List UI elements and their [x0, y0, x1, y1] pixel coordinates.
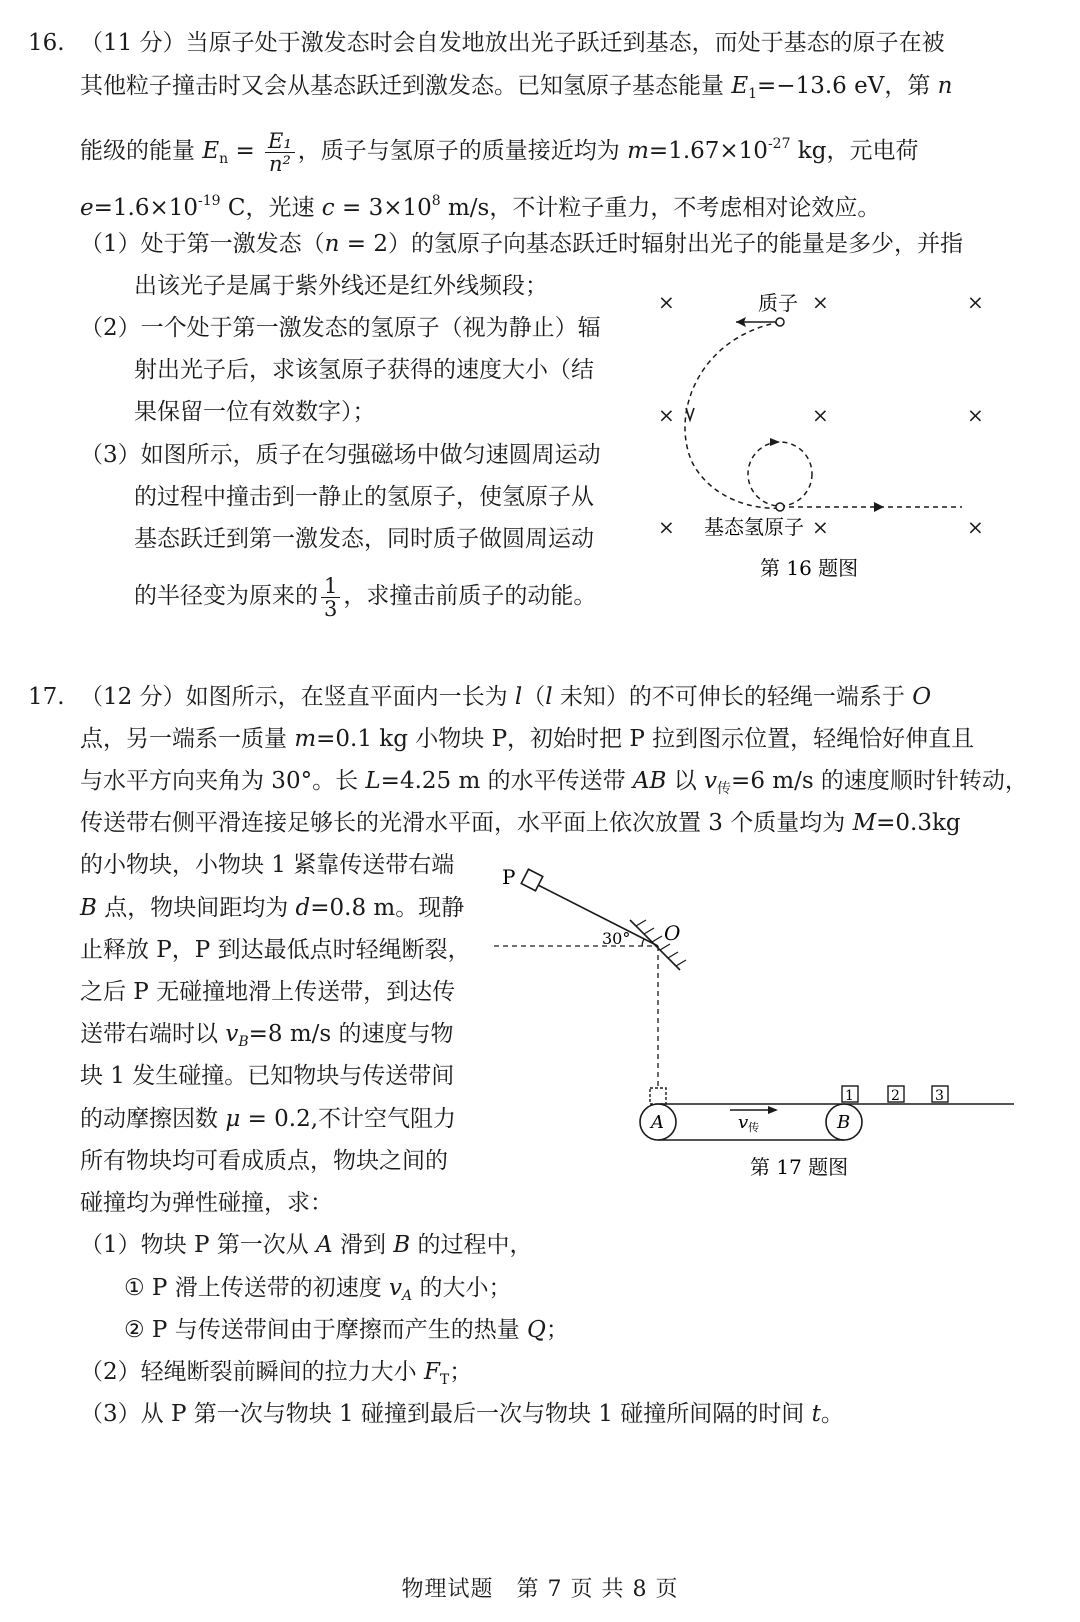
q17-line-5: 的小物块，小物块 1 紧靠传送带右端 — [80, 852, 455, 878]
q17-number: 17. — [28, 684, 65, 710]
q17-line-2: 点，另一端系一质量 m=0.1 kg 小物块 P，初始时把 P 拉到图示位置，轻绳恰好伸直且 — [80, 726, 975, 752]
q17-line-11: 的动摩擦因数 μ = 0.2,不计空气阻力 — [80, 1106, 457, 1132]
label-o: O — [664, 921, 681, 945]
q17-sub-1: （1）物块 P 第一次从 A 滑到 B 的过程中， — [80, 1232, 533, 1258]
q16-part-2: （2）一个处于第一激发态的氢原子（视为静止）辐 — [80, 315, 601, 341]
svg-text:1: 1 — [845, 1088, 854, 1104]
block-p — [521, 869, 543, 891]
q17-line-13: 碰撞均为弹性碰撞，求： — [80, 1190, 333, 1216]
proton-small-path — [748, 442, 812, 506]
q17-line-6: B 点，物块间距均为 d=0.8 m。现静 — [80, 895, 465, 921]
q17-line-9: 送带右端时以 $v_B=8$ m/s 的速度与物 — [80, 1021, 454, 1050]
q16-number: 16. — [28, 30, 65, 56]
cross-mark: × — [812, 403, 829, 427]
block-p-lowest — [650, 1088, 666, 1104]
q16-line-3: 能级的能量 $E_n$ = $\frac{\text{E₁}}{\text{n²}}$ ，质子与氢原子的质量接近均为 $m=1.67\times 10^{-27}$ kg，元电荷 — [80, 128, 919, 176]
q16-part-3-cont-1: 的过程中撞击到一静止的氢原子，使氢原子从 — [134, 484, 594, 510]
label-a: A — [651, 1112, 664, 1133]
svg-text:2: 2 — [891, 1088, 900, 1104]
cross-mark: × — [658, 290, 675, 314]
q16-line-2: 其他粒子撞击时又会从基态跃迁到激发态。已知氢原子基态能量 $E_1=-13.6$ eV，第 n — [80, 73, 953, 102]
proton-large-path — [685, 322, 780, 508]
q17-line-10: 块 1 发生碰撞。已知物块与传送带间 — [80, 1063, 455, 1089]
figure-17-caption: 第 17 题图 — [750, 1155, 849, 1179]
cross-mark: × — [967, 290, 984, 314]
q16-part-2-cont-2: 果保留一位有效数字）； — [134, 399, 376, 425]
cross-mark: × — [812, 290, 829, 314]
figure-16 — [640, 282, 1000, 592]
proton-dot — [776, 318, 784, 326]
cross-mark: × — [658, 515, 675, 539]
energy-level-fraction: $\frac{\text{E₁}}{\text{n²}}$ — [265, 130, 295, 175]
q17-line-8: 之后 P 无碰撞地滑上传送带，到达传 — [80, 979, 456, 1005]
belt-velocity-label: v传 — [738, 1112, 760, 1134]
q17-sub-1-ii: ② P 与传送带间由于摩擦而产生的热量 Q； — [124, 1317, 569, 1343]
q16-part-1-cont: 出该光子是属于紫外线还是红外线频段； — [134, 273, 548, 299]
q16-part-3-cont-2: 基态跃迁到第一激发态，同时质子做圆周运动 — [134, 526, 594, 552]
cross-mark: × — [812, 515, 829, 539]
label-b: B — [837, 1112, 851, 1133]
q17-sub-1-i: ① P 滑上传送带的初速度 $v_A$ 的大小； — [124, 1275, 512, 1304]
radius-fraction: $\frac{1}{3}$ — [321, 575, 340, 620]
svg-text:3: 3 — [935, 1088, 944, 1104]
q16-line-4: $e=1.6\times 10^{-19}$ C，光速 $c = 3\times 10^8$ m/s，不计粒子重力，不考虑相对论效应。 — [80, 193, 881, 221]
figure-17 — [490, 862, 1030, 1182]
q16-line-1: （11 分）当原子处于激发态时会自发地放出光子跃迁到基态，而处于基态的原子在被 — [80, 30, 945, 56]
q17-line-12: 所有物块均可看成质点，物块之间的 — [80, 1148, 448, 1174]
q17-line-3: 与水平方向夹角为 30°。长 L=4.25 m 的水平传送带 AB 以 $v_传=6$ m/s 的速度顺时针转动， — [80, 768, 1028, 797]
q16-part-2-cont-1: 射出光子后，求该氢原子获得的速度大小（结 — [134, 357, 594, 383]
q17-line-4: 传送带右侧平滑连接足够长的光滑水平面，水平面上依次放置 3 个质量均为 M=0.3kg — [80, 810, 961, 836]
cross-mark: × — [967, 515, 984, 539]
figure-16-caption: 第 16 题图 — [760, 556, 859, 580]
q17-sub-2: （2）轻绳断裂前瞬间的拉力大小 $F_T$； — [80, 1359, 473, 1388]
q16-part-3-cont-3: 的半径变为原来的 $\frac{1}{3}$ ，求撞击前质子的动能。 — [134, 573, 597, 621]
q17-line-1: （12 分）如图所示，在竖直平面内一长为 l（l 未知）的不可伸长的轻绳一端系于 O — [80, 684, 932, 710]
label-p: P — [502, 865, 516, 889]
q16-part-1: （1）处于第一激发态（n = 2）的氢原子向基态跃迁时辐射出光子的能量是多少，并指 — [80, 231, 963, 257]
hydrogen-atom-dot — [776, 503, 784, 511]
ground-state-atom-label: 基态氢原子 — [704, 515, 804, 539]
page-footer: 物理试题 第 7 页 共 8 页 — [401, 1577, 679, 1602]
cross-mark: × — [658, 403, 675, 427]
q16-part-3: （3）如图所示，质子在匀强磁场中做匀速圆周运动 — [80, 442, 601, 468]
proton-label: 质子 — [758, 291, 798, 315]
rope — [536, 884, 658, 946]
q17-line-7: 止释放 P，P 到达最低点时轻绳断裂， — [80, 937, 471, 963]
cross-mark: × — [967, 403, 984, 427]
angle-label: 30° — [602, 929, 631, 948]
q17-sub-3: （3）从 P 第一次与物块 1 碰撞到最后一次与物块 1 碰撞所间隔的时间 t。 — [80, 1401, 844, 1427]
